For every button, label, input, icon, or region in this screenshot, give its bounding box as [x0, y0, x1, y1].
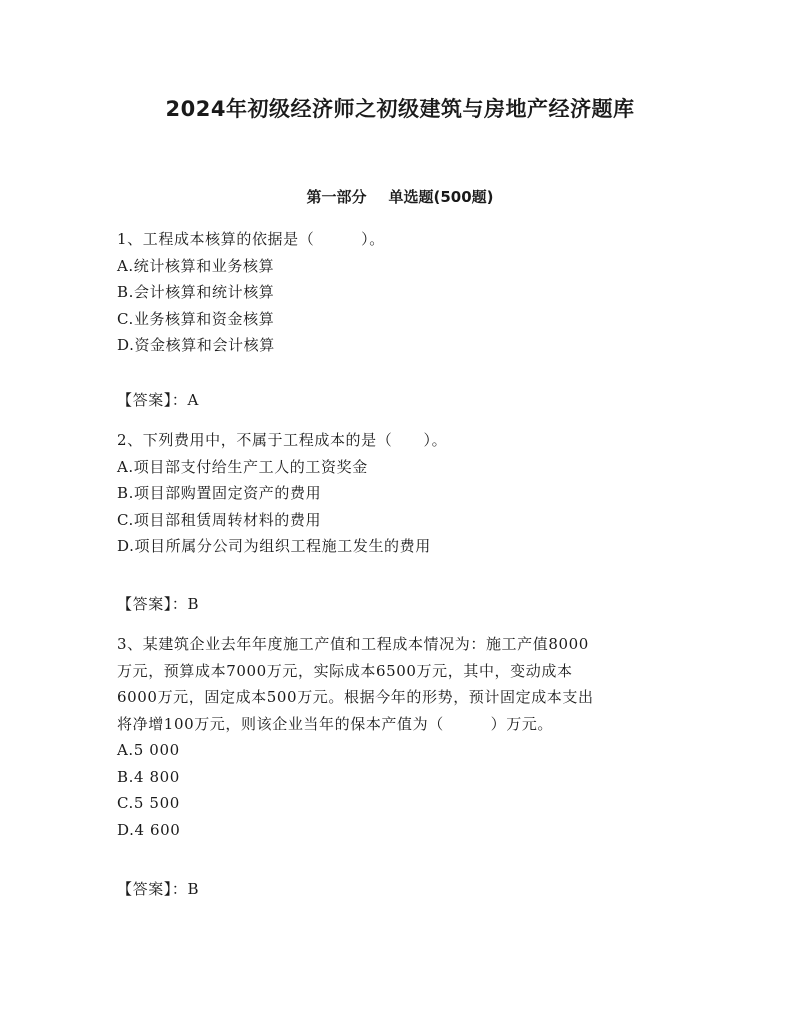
question-2 — [117, 427, 687, 560]
question-stem-line: 3、某建筑企业去年年度施工产值和工程成本情况为：施工产值8000 — [117, 635, 589, 653]
option-b: B.项目部购置固定资产的费用 — [117, 484, 322, 502]
question-stem-line: 万元，预算成本7000万元，实际成本6500万元，其中，变动成本 — [117, 661, 573, 680]
option-a: A.统计核算和业务核算 — [117, 256, 275, 275]
question-stem-line: 6000万元，固定成本500万元。根据今年的形势，预计固定成本支出 — [117, 688, 594, 706]
option-c: C.业务核算和资金核算 — [117, 309, 275, 328]
section-name: 单选题(500题) — [388, 188, 494, 206]
answer-label: 【答案】： — [117, 391, 188, 409]
answer-2 — [117, 593, 199, 614]
question-stem-line: 将净增100万元，则该企业当年的保本产值为（ ）万元。 — [117, 714, 554, 733]
option-d: D.资金核算和会计核算 — [117, 336, 275, 354]
answer-value: A — [187, 391, 199, 409]
option-a: A.5 000 — [117, 741, 180, 759]
question-3 — [117, 631, 687, 843]
section-part: 第一部分 — [306, 188, 367, 206]
answer-value: B — [187, 595, 200, 613]
section-heading — [0, 186, 800, 207]
answer-3 — [117, 878, 199, 899]
option-c: C.项目部租赁周转材料的费用 — [117, 510, 322, 529]
option-d: D.4 600 — [117, 820, 181, 839]
option-b: B.会计核算和统计核算 — [117, 283, 275, 301]
question-1 — [117, 226, 687, 359]
option-a: A.项目部支付给生产工人的工资奖金 — [117, 457, 368, 476]
option-b: B.4 800 — [117, 767, 180, 786]
answer-label: 【答案】： — [117, 880, 188, 898]
document-title: 2024年初级经济师之初级建筑与房地产经济题库 — [165, 97, 635, 121]
question-stem: 2、下列费用中，不属于工程成本的是（ ）。 — [117, 431, 448, 449]
answer-label: 【答案】： — [117, 595, 188, 613]
option-d: D.项目所属分公司为组织工程施工发生的费用 — [117, 537, 431, 555]
answer-value: B — [187, 880, 200, 898]
question-stem: 1、工程成本核算的依据是（ ）。 — [117, 230, 385, 248]
answer-1 — [117, 389, 199, 410]
option-c: C.5 500 — [117, 794, 180, 812]
